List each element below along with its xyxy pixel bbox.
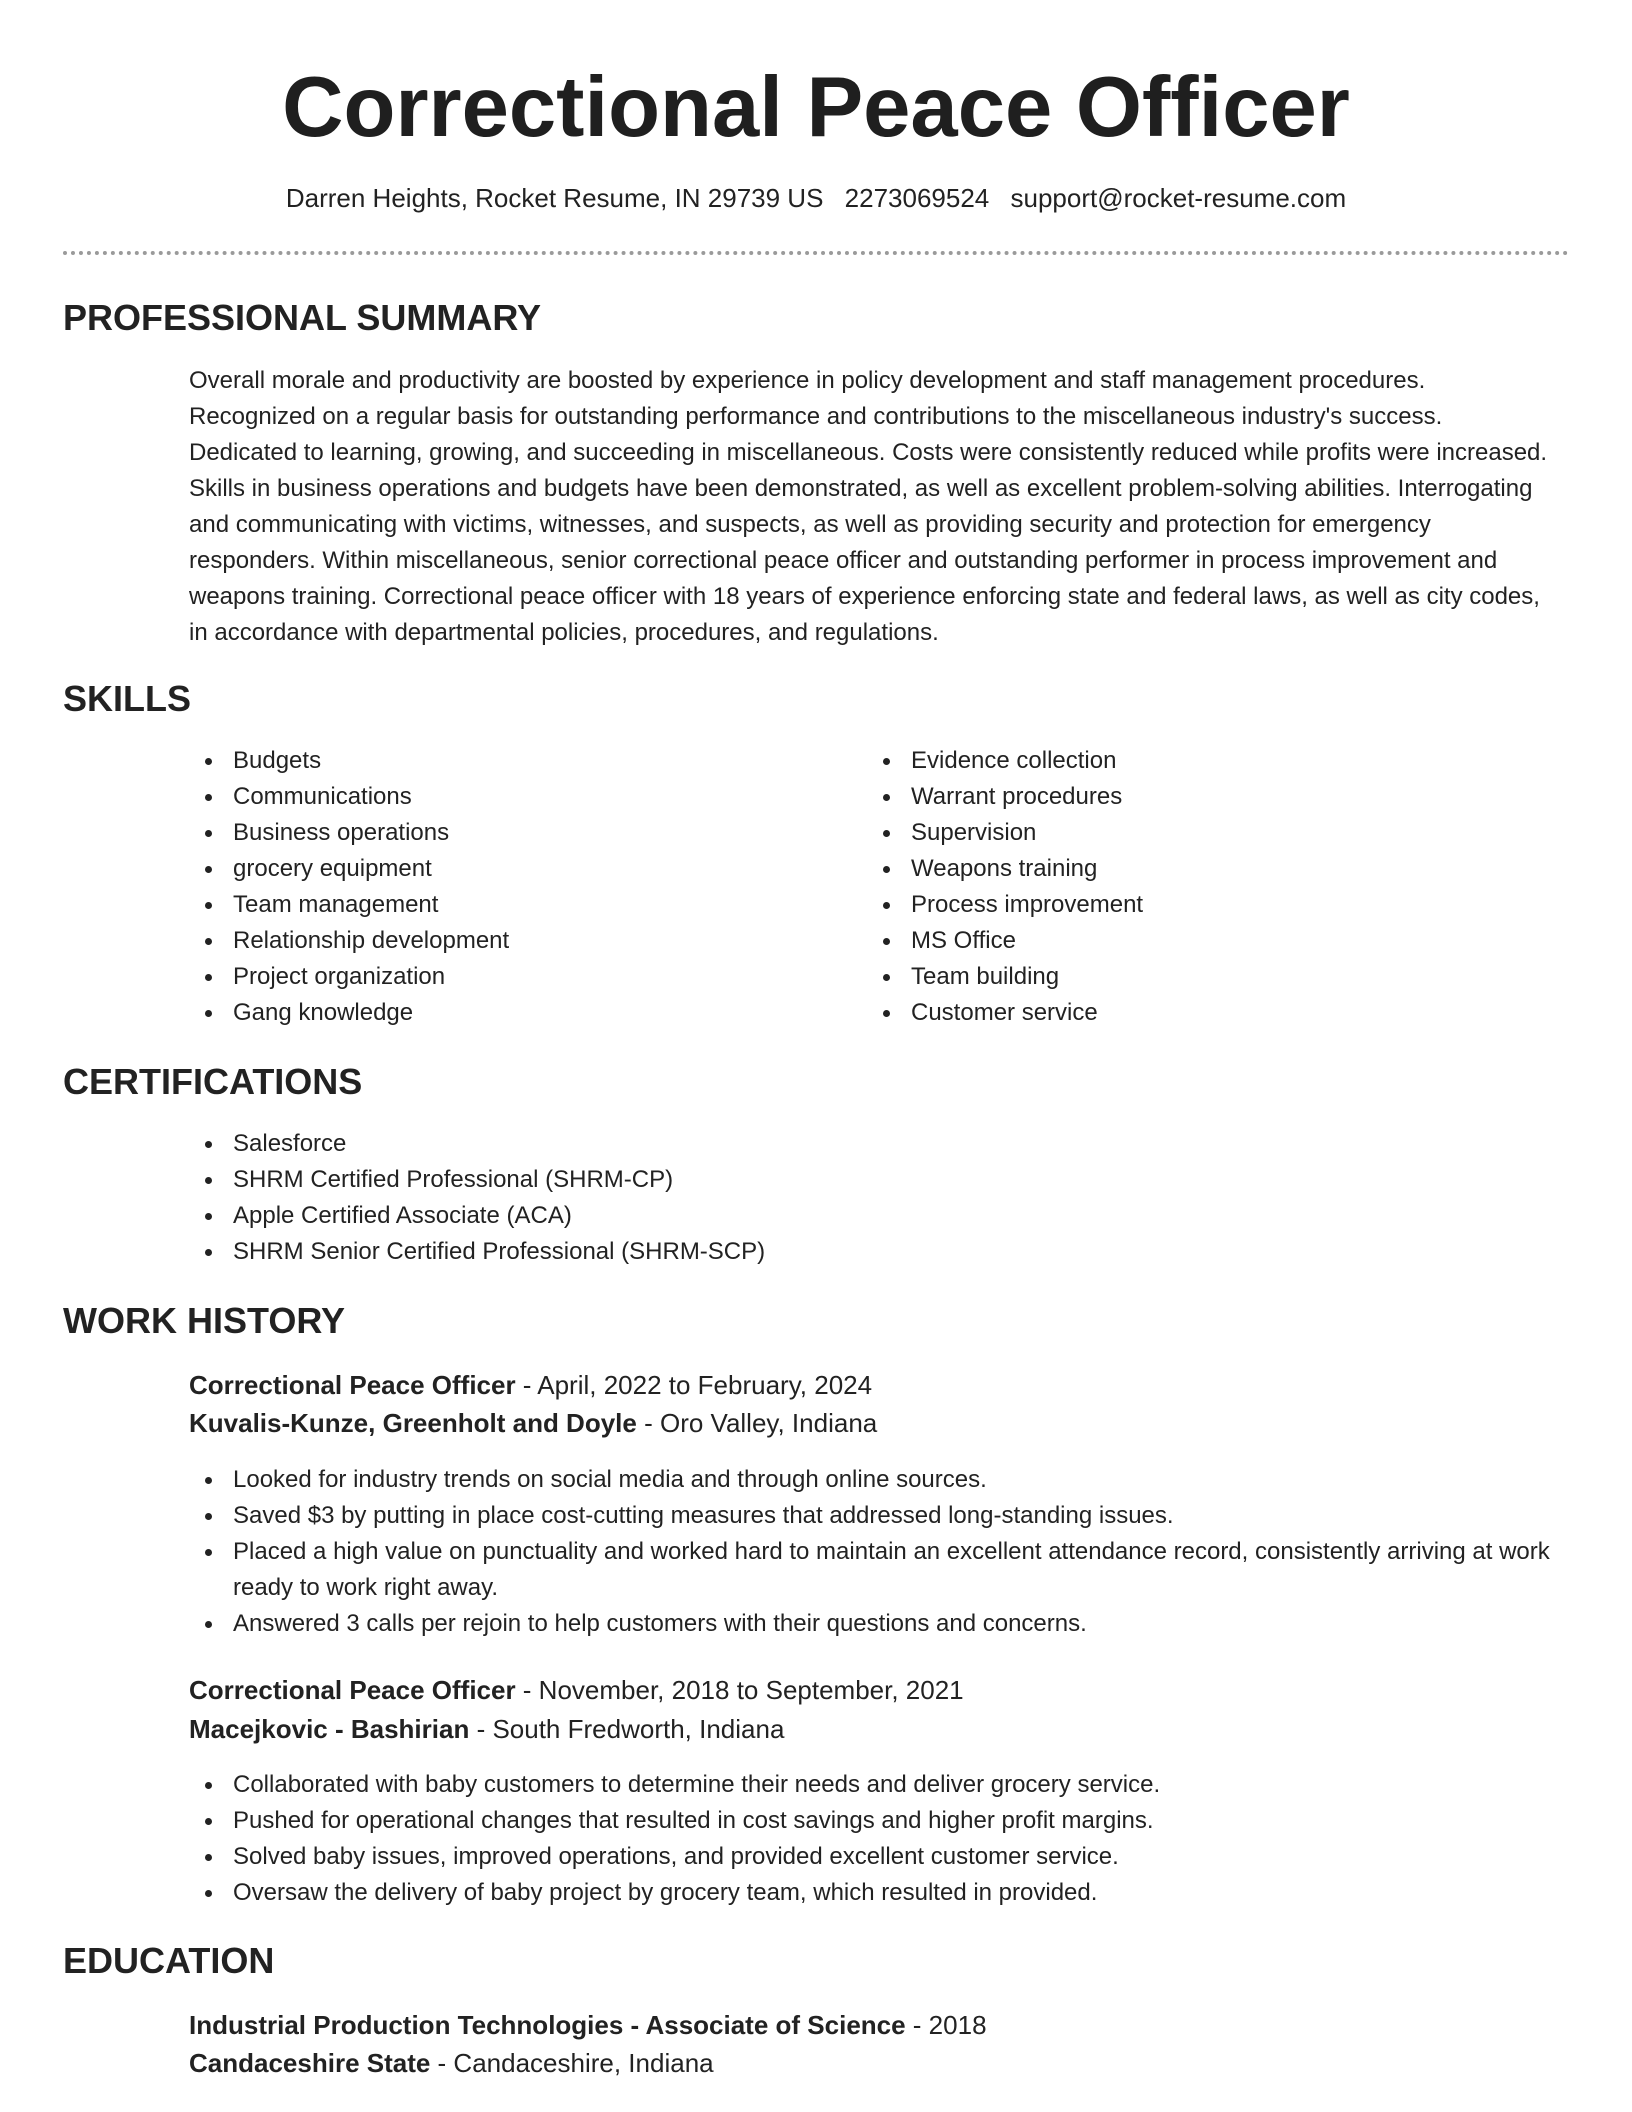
skill-item: Weapons training	[867, 851, 1467, 887]
education-year: - 2018	[905, 2010, 987, 2040]
job-role: Correctional Peace Officer	[189, 1370, 516, 1400]
job-company: Kuvalis-Kunze, Greenholt and Doyle	[189, 1408, 637, 1438]
header-divider	[63, 251, 1569, 255]
job-bullet: Solved baby issues, improved operations, and provided excellent customer service.	[189, 1839, 1569, 1875]
job-bullets	[189, 1767, 1569, 1911]
skill-item: grocery equipment	[189, 851, 789, 887]
education-degree-line	[189, 2006, 987, 2044]
education-school-line	[189, 2044, 714, 2082]
skill-item: Evidence collection	[867, 743, 1467, 779]
job-bullets	[189, 1462, 1569, 1642]
contact-address: Darren Heights, Rocket Resume, IN 29739 US	[285, 183, 824, 213]
skills-list-right	[867, 743, 1467, 1031]
certification-item: SHRM Certified Professional (SHRM-CP)	[189, 1162, 1489, 1198]
job-dates: - April, 2022 to February, 2024	[515, 1370, 873, 1400]
job-bullet: Oversaw the delivery of baby project by grocery team, which resulted in provided.	[189, 1875, 1569, 1911]
contact-line	[0, 180, 1632, 216]
skill-item: Warrant procedures	[867, 779, 1467, 815]
summary-heading: PROFESSIONAL SUMMARY	[63, 297, 542, 338]
job-title-line	[189, 1366, 872, 1404]
job-company-line	[189, 1404, 877, 1442]
job-bullet: Placed a high value on punctuality and worked hard to maintain an excellent attendance record, consistently arriving at work ready to work right away.	[189, 1534, 1569, 1606]
job-bullet: Collaborated with baby customers to determine their needs and deliver grocery service.	[189, 1767, 1569, 1803]
job-bullet: Saved $3 by putting in place cost-cutting measures that addressed long-standing issues.	[189, 1498, 1569, 1534]
job-company: Macejkovic - Bashirian	[189, 1714, 470, 1744]
skill-item: Communications	[189, 779, 789, 815]
work-history-heading: WORK HISTORY	[63, 1300, 346, 1341]
education-school: Candaceshire State	[189, 2048, 431, 2078]
education-location: - Candaceshire, Indiana	[430, 2048, 714, 2078]
job-location: - Oro Valley, Indiana	[636, 1408, 878, 1438]
skill-item: Relationship development	[189, 923, 789, 959]
skill-item: Business operations	[189, 815, 789, 851]
skill-item: Customer service	[867, 995, 1467, 1031]
certification-item: Apple Certified Associate (ACA)	[189, 1198, 1489, 1234]
job-bullet: Answered 3 calls per rejoin to help customers with their questions and concerns.	[189, 1606, 1569, 1642]
skill-item: Team building	[867, 959, 1467, 995]
skill-item: Project organization	[189, 959, 789, 995]
skill-item: Team management	[189, 887, 789, 923]
job-company-line	[189, 1710, 784, 1748]
certification-item: Salesforce	[189, 1126, 1489, 1162]
contact-email: support@rocket-resume.com	[1010, 183, 1347, 213]
skill-item: MS Office	[867, 923, 1467, 959]
skill-item: Gang knowledge	[189, 995, 789, 1031]
job-role: Correctional Peace Officer	[189, 1675, 516, 1705]
job-title-line	[189, 1671, 964, 1709]
skills-list-left	[189, 743, 789, 1031]
education-degree: Industrial Production Technologies - Associate of Science	[189, 2010, 906, 2040]
skills-heading: SKILLS	[63, 678, 192, 719]
skill-item: Supervision	[867, 815, 1467, 851]
contact-phone: 2273069524	[844, 183, 990, 213]
job-bullet: Pushed for operational changes that resulted in cost savings and higher profit margins.	[189, 1803, 1569, 1839]
summary-text: Overall morale and productivity are boosted by experience in policy development and staff management procedures. Recognized on a regular basis for outstanding performance and contributions to the miscellaneous industry's success. Dedicated to learning, growing, and succeeding in miscellaneous. Costs were consistently reduced while profits were increased. Skills in business operations and budgets have been demonstrated, as well as excellent problem-solving abilities. Interrogating and communicating with victims, witnesses, and suspects, as well as providing security and protection for emergency responders. Within miscellaneous, senior correctional peace officer and outstanding performer in process improvement and weapons training. Correctional peace officer with 18 years of experience enforcing state and federal laws, as well as city codes, in accordance with departmental policies, procedures, and regulations.	[189, 367, 1548, 646]
job-location: - South Fredworth, Indiana	[469, 1714, 785, 1744]
certifications-list	[189, 1126, 1489, 1270]
job-bullet: Looked for industry trends on social media and through online sources.	[189, 1462, 1569, 1498]
certification-item: SHRM Senior Certified Professional (SHRM-SCP)	[189, 1234, 1489, 1270]
skill-item: Process improvement	[867, 887, 1467, 923]
resume-name: Correctional Peace Officer	[282, 60, 1350, 155]
certifications-heading: CERTIFICATIONS	[63, 1061, 363, 1102]
education-heading: EDUCATION	[63, 1940, 275, 1981]
job-dates: - November, 2018 to September, 2021	[515, 1675, 964, 1705]
skill-item: Budgets	[189, 743, 789, 779]
